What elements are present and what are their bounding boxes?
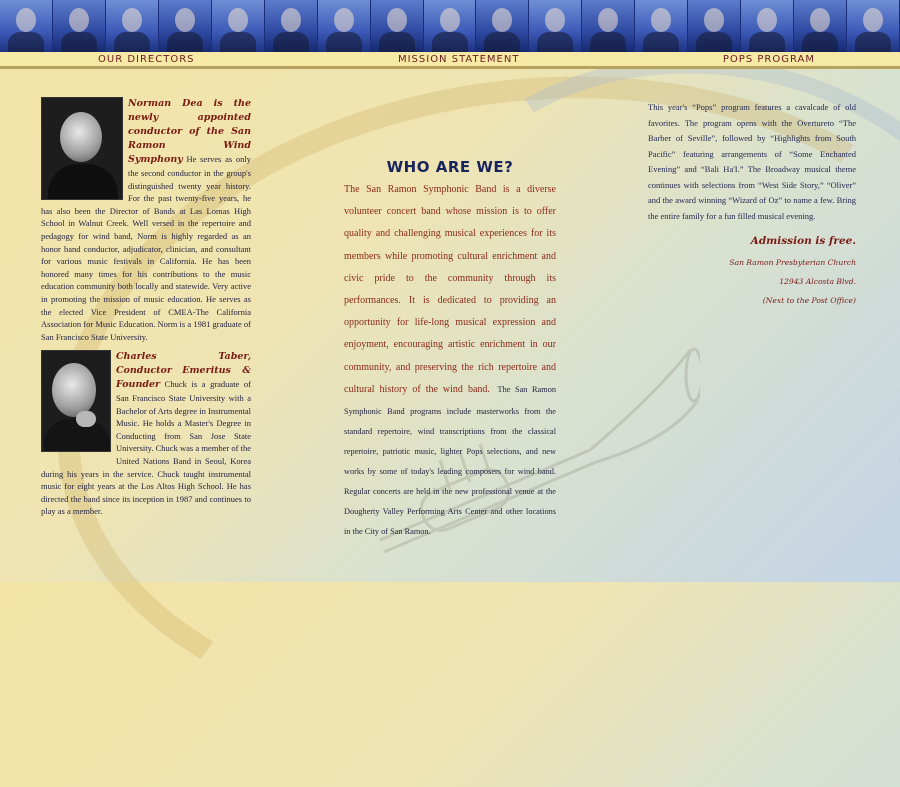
musician-photo [212,0,265,52]
musician-photo-strip [0,0,900,52]
musician-photo [0,0,53,52]
musician-photo [529,0,582,52]
bio-text: Chuck is a graduate of San Francisco State University with a Bachelor of Arts degree in Instrumental Music. He holds a Master's Degree in Conducting from San Jose State University. Chuck was a member of the United Nations Band in Seoul, Korea during his years in the service. Chuck taught instrumental music for eight years at the Los Altos High School. He has directed the band since its inception in 1987 and continues to play as a member. [41,379,251,517]
section-nav [0,52,900,69]
portrait-norman-dea [41,97,123,200]
director-bio-charles-taber [41,350,251,518]
musician-photo [847,0,900,52]
director-name: Charles Taber, Conductor [116,351,251,376]
venue-note: (Next to the Post Office) [762,296,856,305]
portrait-charles-taber [41,350,111,452]
nav-mission-statement[interactable]: MISSION STATEMENT [397,53,520,65]
musician-photo [635,0,688,52]
director-title: Emeritus & Founder [116,365,252,390]
musician-photo [159,0,212,52]
musician-photo [318,0,371,52]
musician-photo [106,0,159,52]
admission-note: Admission is free. [750,235,856,247]
nav-pops-program[interactable]: POPS PROGRAM [722,53,815,65]
mission-heading: WHO ARE WE? [386,158,514,177]
venue-name: San Ramon Presbyterian Church [729,258,856,267]
musician-photo [53,0,106,52]
musician-photo [582,0,635,52]
mission-lead-text: The San Ramon Symphonic Band is a diverse volunteer concert band whose mission is to offer quality and challenging musical experiences for its members while promoting cultural enrichment and civic pride to the community through its performances. It is dedicated to providing an opportunity for life-long musical expression and enjoyment, encouraging artistic enrichment in our community, and preserving the rich repertoire and cultural history of the wind band. [344,184,556,395]
mission-paragraph [344,177,556,539]
mission-detail-text: The San Ramon Symphonic Band programs include masterworks from the standard repertoire, wind transcriptions from the classical repertoire, patriotic music, lighter Pops selections, and new works by some of today's leading composers for wind band. Regular concerts are held in the new professional venue at the Dougherty Valley Performing Arts Center and other locations in the City of San Ramon. [344,384,556,537]
musician-photo [741,0,794,52]
nav-our-directors[interactable]: OUR DIRECTORS [98,53,195,65]
musician-photo [476,0,529,52]
musician-photo [424,0,477,52]
bio-text: He serves as only the second conductor in the group's distinguished twenty year history. For the past twenty-five years, he has also been the Director of Bands at Las Lomas High School in Walnut Creek. Well versed in the repertoire and pedagogy for wind band, Norm is highly regarded as an honor band conductor, adjudicator, clinician, and consultant for various music festivals in California. He has been honored many times for his contributions to the music education community both locally and statewide. Very active in promoting the mission of music education. He serves as the elected Vice President of CMEA-The California Association for Music Education. Norm is a 1981 graduate of San Francisco State University. [41,154,251,342]
pops-program-text: This year's “Pops” program features a cavalcade of old favorites. The program opens with the Overtureto “The Barber of Seville”, followed by “Highlights from South Pacific” featuring arrangements of “Some Enchanted Evening” and “Bali Ha'I.” The Broadway musical theme continues with selections from “West Side Story,” “Oliver” and the award winning “Wizard of Oz” to name a few. Bring the entire family for a fun filled musical evening. [648,102,856,221]
musician-photo [794,0,847,52]
director-bio-norman-dea [41,97,251,343]
musician-photo [265,0,318,52]
musician-photo [371,0,424,52]
director-name: Norman Dea is the newly appointed conductor of the San Ramon Wind Symphony [128,98,251,165]
musician-photo [688,0,741,52]
venue-address: 12943 Alcosta Blvd. [779,277,856,286]
